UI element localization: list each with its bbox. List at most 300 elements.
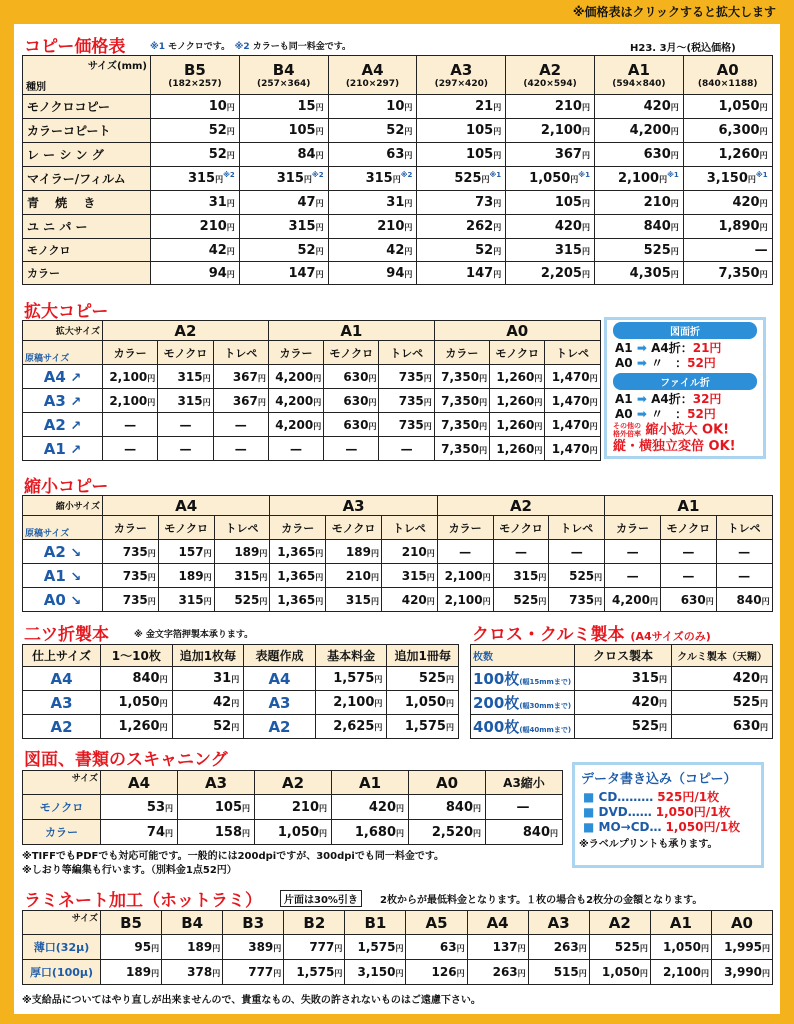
enlarge-price-value: 1,470 [551,393,590,408]
binding-price-value: 1,575 [404,719,446,734]
yen-unit: 円 [550,828,558,838]
book-price [239,239,328,262]
yen-unit: 円 [534,397,543,407]
arrow-icon: ➡ [636,392,647,406]
copy-price-value: 52 [386,123,405,138]
copy-price-value: 1,050 [718,99,760,114]
yen-unit: 円 [589,397,598,407]
scan-price-value: — [516,799,530,815]
copy-price [594,143,683,167]
copy-price-value: 63 [386,147,405,162]
enlarge-row-label [23,413,103,437]
copy-price [417,119,506,143]
reduce-price [549,564,605,588]
enlarge-price [103,365,158,389]
copy-title: コピー価格表 [24,37,126,57]
lam-price-value: 1,050 [662,940,701,954]
cross-price [672,715,773,739]
lam-price [406,935,467,960]
copy-price [594,119,683,143]
reduce-sub-header: トレペ [381,516,437,540]
binding-size: A4 [23,667,101,691]
reduce-price-value: 315 [234,568,260,583]
enlarge-price [434,365,489,389]
copy-price [328,215,417,239]
copy-header-corner: サイズ(mm) 種別 [23,56,151,95]
yen-unit: 円 [479,397,488,407]
lam-price [284,935,345,960]
yen-unit: 円 [762,969,771,978]
enlarge-group-A0: A0 [434,321,600,341]
copy-price-value: 210 [643,195,671,210]
reduce-price [103,540,159,564]
enlarge-price [324,437,379,461]
yen-unit: 円 [273,969,282,978]
copy-col-size: A0 [716,61,739,79]
scan-price [255,820,332,845]
yen-unit: 円 [313,397,322,407]
copy-price [417,191,506,215]
yen-unit: 円 [231,675,240,684]
scan-price [486,795,563,820]
enlarge-price-value: 367 [232,369,258,384]
reduce-price-value: 840 [736,592,762,607]
reduce-price-value: 210 [401,544,427,559]
lam-price [711,935,772,960]
copy-price-value: 525 [454,171,482,186]
laminate-box: 片面は30%引き [280,890,362,907]
lam-header-size: サイズ [23,911,101,935]
reduce-price [326,564,382,588]
cross-price [672,691,773,715]
cross-title: クロス・クルミ製本 (A4サイズのみ) [472,625,711,645]
yen-unit: 円 [370,596,379,606]
yen-unit: 円 [334,969,343,978]
book-price [417,239,506,262]
enlarge-price-value: — [234,417,247,432]
enlarge-price [490,437,545,461]
enlarge-price [434,437,489,461]
reduce-price-value: — [682,568,695,583]
enlarge-row-size: A3 [43,391,66,410]
yen-unit: 円 [594,596,603,606]
binding-price-value: 1,050 [404,695,446,710]
yen-unit: 円 [747,175,756,184]
copy-price [239,215,328,239]
copy-price [594,95,683,119]
reduce-table [22,495,773,612]
copy-price-value: 15 [297,99,316,114]
enlarge-price-value: — [290,441,303,456]
book-price [151,239,240,262]
yen-unit: 円 [303,175,312,184]
reduce-price-value: 4,200 [612,592,650,607]
copy-price-value: 1,050 [529,171,571,186]
yen-unit: 円 [423,421,432,431]
enlarge-price [379,437,434,461]
arrow-icon: ➡ [636,356,647,370]
yen-unit: 円 [395,944,404,953]
yen-unit: 円 [659,675,667,684]
copy-row-label: 青 焼 き [23,191,151,215]
binding-price [172,715,244,739]
cross-header: クルミ製本（天糊） [672,645,773,667]
lam-price [101,960,162,985]
yen-unit: 円 [404,223,413,232]
reduce-price-value: 525 [513,592,539,607]
copy-price-value: 210 [377,219,405,234]
reduce-price-value: — [682,544,695,559]
cross-price-value: 315 [631,671,659,686]
scan-price-value: 1,680 [354,824,396,840]
enlarge-row-size: A1 [43,439,66,458]
yen-unit: 円 [147,596,156,606]
book-price [594,262,683,285]
scan-col: A1 [332,771,409,795]
book-price [683,239,772,262]
scan-price-value: 840 [522,824,550,840]
copy-price [506,119,595,143]
enlarge-price [103,389,158,413]
copy-date: H23. 3月〜(税込価格) [630,43,736,54]
square-icon: ■ [583,790,599,804]
reduce-head-1: 縮小サイズ [23,496,103,516]
reduce-price [660,540,716,564]
enlarge-price [379,365,434,389]
reduce-price [493,588,549,612]
copy-price-value: 84 [297,147,316,162]
copy-col-A3 [417,56,506,95]
yen-unit: 円 [259,596,268,606]
copy-price-value: 315 [288,219,316,234]
enlarge-price [158,389,213,413]
yen-unit: 円 [649,596,658,606]
yen-unit: 円 [315,548,324,558]
copy-notes: ※1 モノクロです。 ※2 カラーも同一料金です。 [150,42,352,52]
laminate-title: ラミネート加工（ホットラミ） [24,891,262,911]
enlarge-price [158,413,213,437]
scan-price [409,795,486,820]
yen-unit: 円 [315,199,324,208]
lam-price [345,935,406,960]
reduce-group-A3: A3 [270,496,437,516]
enlarge-price [545,413,600,437]
cross-width: (幅30mmまで) [519,702,572,710]
copy-price [594,191,683,215]
enlarge-row-label [23,437,103,461]
copy-price-value: 420 [732,195,760,210]
enlarge-price-value: 630 [343,369,369,384]
binding-size: A3 [244,691,316,715]
book-price [328,262,417,285]
lam-price-value: 189 [126,965,152,979]
lam-price [223,935,284,960]
lam-price [406,960,467,985]
cross-price [575,667,672,691]
yen-unit: 円 [203,596,212,606]
enlarge-price-value: 367 [232,393,258,408]
copy-col-dim: (297×420) [434,79,488,89]
copy-price [239,95,328,119]
lam-price-value: 189 [187,940,213,954]
enlarge-price-value: 1,260 [496,417,535,432]
yen-unit: 円 [374,723,383,732]
book-price-value: 42 [208,242,227,258]
yen-unit: 円 [315,269,324,279]
reduce-price [158,540,214,564]
laminate-table [22,910,773,985]
binding-price-value: 1,260 [118,719,160,734]
book-price-value: 2,205 [540,265,582,281]
data-write-row [575,805,761,820]
binding-header: 仕上サイズ [23,645,101,667]
reduce-price [381,588,437,612]
price-sheet[interactable] [14,24,780,1014]
reduce-sub-header: モノクロ [660,516,716,540]
binding-price [101,691,173,715]
enlarge-price-value: 7,350 [441,393,480,408]
lam-price [284,960,345,985]
reduce-price-value: — [738,568,751,583]
lam-price-value: 63 [439,940,457,954]
cross-price-value: 525 [631,719,659,734]
copy-col-dim: (210×297) [345,79,400,89]
lam-col: B1 [345,911,406,935]
binding-price [101,667,173,691]
reduce-price [716,564,772,588]
yen-unit: 円 [456,944,465,953]
yen-unit: 円 [404,269,413,279]
enlarge-price [103,413,158,437]
reduce-title: 縮小コピー [24,477,109,497]
enlarge-sub-header: モノクロ [158,341,213,365]
reduce-price-value: 315 [513,568,539,583]
reduce-sub-header: カラー [437,516,493,540]
scan-price [332,820,409,845]
reduce-row-label [23,564,103,588]
copy-col-B4 [239,56,328,95]
cross-price [575,715,672,739]
yen-unit: 円 [761,596,770,606]
top-note: ※価格表はクリックすると拡大します [572,5,776,19]
lam-col: A5 [406,911,467,935]
reduce-price [549,540,605,564]
enlarge-table [22,320,601,461]
arrow-up-right-icon: ↗ [65,442,82,458]
arrow-up-right-icon: ↗ [65,370,82,386]
yen-unit: 円 [259,572,268,582]
enlarge-price [545,389,600,413]
enlarge-price-value: — [400,441,413,456]
yen-unit: 円 [445,699,454,708]
file-row-a0: A0 ➡ 〃 ：52円 [615,407,716,421]
enlarge-sub-header: トレペ [379,341,434,365]
lam-col: B5 [101,911,162,935]
enlarge-price [268,365,323,389]
yen-unit: 円 [423,373,432,383]
yen-unit: 円 [482,596,491,606]
scan-price [255,795,332,820]
yen-unit: 円 [151,944,160,953]
copy-price-value: 1,890 [718,219,760,234]
enlarge-price-value: 1,470 [551,369,590,384]
lam-price-value: 777 [309,940,335,954]
data-write-box [572,762,764,868]
reduce-sub-header: トレペ [716,516,772,540]
yen-unit: 円 [226,127,235,136]
yen-unit: 円 [396,828,404,838]
reduce-price [660,564,716,588]
yen-unit: 円 [370,572,379,582]
copy-price [417,215,506,239]
copy-price [328,95,417,119]
copy-col-size: A4 [361,61,384,79]
copy-price [417,143,506,167]
enlarge-price-value: 7,350 [441,417,480,432]
enlarge-price [379,413,434,437]
reduce-sub-header: トレペ [549,516,605,540]
reduce-price-value: — [738,544,751,559]
enlarge-price-value: 4,200 [275,369,314,384]
reduce-price [716,540,772,564]
yen-unit: 円 [760,723,768,732]
fold-row-a1: A1 ➡ A4折：21円 [615,341,722,355]
arrow-down-right-icon: ↘ [65,593,82,609]
copy-price [239,191,328,215]
yen-unit: 円 [315,103,324,112]
yen-unit: 円 [538,572,547,582]
yen-unit: 円 [759,223,768,232]
scan-col: A4 [101,771,178,795]
reduce-price-value: 210 [345,568,371,583]
yen-unit: 円 [242,803,250,813]
copy-price-value: 420 [554,219,582,234]
lam-price-value: 263 [553,940,579,954]
data-media: DVD…… [598,805,652,819]
cross-price-value: 420 [631,695,659,710]
reduce-price-value: 525 [569,568,595,583]
book-price [417,262,506,285]
lam-row-label: 厚口(100μ) [23,960,101,985]
note-mark: ※1 [578,171,590,179]
lam-col: A1 [650,911,711,935]
reduce-price [549,588,605,612]
copy-row-label: レ ー シ ン グ [23,143,151,167]
yen-unit: 円 [315,223,324,232]
binding-price [387,691,459,715]
reduce-price-value: 189 [234,544,260,559]
yen-unit: 円 [659,723,667,732]
enlarge-price [158,437,213,461]
binding-price [387,667,459,691]
yen-unit: 円 [423,397,432,407]
yen-unit: 円 [493,151,502,160]
scan-price-value: 105 [214,799,242,815]
lam-price [223,960,284,985]
scan-price-value: 158 [214,824,242,840]
lam-price-value: 1,575 [296,965,335,979]
yen-unit: 円 [226,103,235,112]
folding-box [604,317,766,459]
scan-price [178,820,255,845]
yen-unit: 円 [705,596,714,606]
scan-price [178,795,255,820]
cross-price [672,667,773,691]
enlarge-price-value: — [345,441,358,456]
yen-unit: 円 [426,572,435,582]
copy-price-value: 31 [386,195,405,210]
enlarge-row-label [23,389,103,413]
scan-price-value: 840 [445,799,473,815]
yen-unit: 円 [581,223,590,232]
yen-unit: 円 [493,269,502,279]
reduce-group-A2: A2 [437,496,604,516]
enlarge-price [490,413,545,437]
yen-unit: 円 [315,246,324,256]
reduce-price-value: 189 [178,568,204,583]
yen-unit: 円 [670,127,679,136]
copy-price [239,167,328,191]
reduce-price [214,564,270,588]
yen-unit: 円 [581,269,590,279]
reduce-price-value: 315 [178,592,204,607]
lam-price [711,960,772,985]
enlarge-price [434,413,489,437]
data-media: MO→CD… [598,820,662,834]
binding-header: 表題作成 [244,645,316,667]
scan-price-value: 420 [368,799,396,815]
yen-unit: 円 [404,127,413,136]
reduce-price [660,588,716,612]
fold-row-a0: A0 ➡ 〃 ：52円 [615,356,716,370]
yen-unit: 円 [445,723,454,732]
enlarge-price-value: — [179,417,192,432]
yen-unit: 円 [659,175,668,184]
copy-price [151,191,240,215]
yen-unit: 円 [479,445,488,455]
enlarge-price-value: 2,100 [109,369,148,384]
yen-unit: 円 [759,103,768,112]
copy-price [506,191,595,215]
reduce-price-value: 1,365 [277,592,316,607]
reduce-price-value: 630 [680,592,706,607]
yen-unit: 円 [368,421,377,431]
copy-price [506,215,595,239]
reduce-price-value: 2,100 [444,568,483,583]
copy-price-value: 3,150 [706,171,748,186]
reduce-price [437,564,493,588]
yen-unit: 円 [374,699,383,708]
copy-price [151,167,240,191]
reduce-price-value: 2,100 [444,592,483,607]
yen-unit: 円 [759,127,768,136]
reduce-price [103,564,159,588]
yen-unit: 円 [226,269,235,279]
book-price-value: 94 [208,265,227,281]
reduce-price [605,564,661,588]
reduce-price-value: 1,365 [277,544,316,559]
enlarge-group-A2: A2 [103,321,269,341]
yen-unit: 円 [581,127,590,136]
copy-price-value: 6,300 [718,123,760,138]
yen-unit: 円 [226,199,235,208]
enlarge-price-value: 735 [398,393,424,408]
ok-line-2: 縦・横独立変倍 OK! [613,438,736,454]
yen-unit: 円 [534,421,543,431]
enlarge-price [545,365,600,389]
book-price-value: 4,305 [629,265,671,281]
binding-header: 追加1冊毎 [387,645,459,667]
